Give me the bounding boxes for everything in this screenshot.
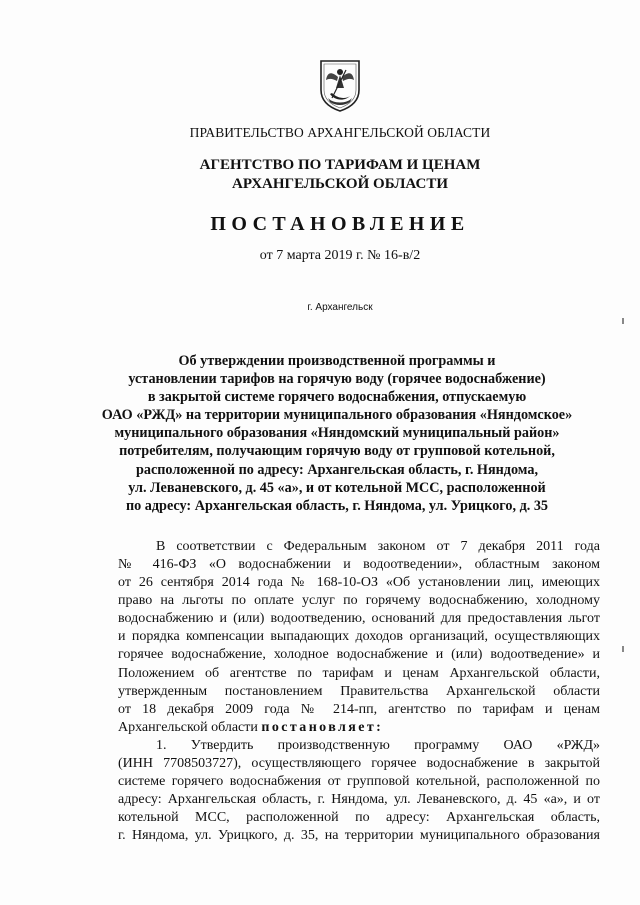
subject-line: ул. Леваневского, д. 45 «а», и от котельной МСС, расположенной <box>128 479 546 496</box>
body-line: от 26 сентября 2014 года № 168-10-ОЗ «Об установлении лиц, имеющих <box>118 575 600 591</box>
item-1-line: системе горячего водоснабжения от групповой котельной, расположенной по <box>118 774 600 790</box>
subject-line: муниципального образования «Няндомский муниципальный район» <box>114 425 560 442</box>
item-1-line: г. Няндома, ул. Урицкого, д. 35, на территории муниципального образования <box>118 828 600 844</box>
document-subject <box>72 352 602 515</box>
body-line: горячее водоснабжение, холодное водоснабжение и (или) водоотведение» и <box>118 647 600 663</box>
resolution-prefix: Архангельской области <box>118 719 262 735</box>
body-line: утвержденным постановлением Правительства Архангельской области <box>118 683 600 699</box>
coat-of-arms-emblem <box>318 58 362 112</box>
body-line: от 18 декабря 2009 года № 214-пп, агентство по тарифам и ценам <box>118 701 600 717</box>
scan-margin-mark <box>622 646 624 652</box>
subject-line: расположенной по адресу: Архангельская область, г. Няндома, <box>135 461 539 478</box>
government-name: ПРАВИТЕЛЬСТВО АРХАНГЕЛЬСКОЙ ОБЛАСТИ <box>189 125 491 140</box>
document-type-title: ПОСТАНОВЛЕНИЕ <box>210 213 470 235</box>
body-line: право на льготы по оплате услуг по горячему водоснабжению, холодному <box>118 593 600 609</box>
item-1-line: (ИНН 7708503727), осуществляющего горячее водоснабжение в закрытой <box>118 756 600 772</box>
item-1-line: котельной МСС, расположенной по адресу: Архангельская область, <box>118 810 600 826</box>
body-line: В соответствии с Федеральным законом от 7 декабря 2011 года <box>156 539 600 554</box>
subject-line: установлении тарифов на горячую воду (горячее водоснабжение) <box>128 371 546 388</box>
resolution-keyword: постановляет: <box>261 719 384 735</box>
item-1-line: 1. Утвердить производственную программу ОАО «РЖД» <box>156 737 600 753</box>
body-line: № 416-ФЗ «О водоснабжении и водоотведении», областным законом <box>118 557 600 572</box>
scan-margin-mark <box>622 318 624 324</box>
document-body <box>118 538 600 556</box>
document-date-number: от 7 марта 2019 г. № 16-в/2 <box>259 248 421 263</box>
document-body-main <box>118 556 600 846</box>
item-1-line: адресу: Архангельская область, г. Няндома, ул. Леваневского, д. 45 «а», и от <box>118 792 600 808</box>
agency-name-line-2: АРХАНГЕЛЬСКОЙ ОБЛАСТИ <box>232 176 448 192</box>
subject-line: ОАО «РЖД» на территории муниципального образования «Няндомское» <box>101 407 573 424</box>
subject-line: потребителям, получающим горячую воду от групповой котельной, <box>119 443 555 460</box>
agency-name <box>90 156 590 194</box>
body-line: Положением об агентстве по тарифам и ценам Архангельской области, <box>118 665 600 681</box>
agency-name-line-1: АГЕНТСТВО ПО ТАРИФАМ И ЦЕНАМ <box>199 157 481 173</box>
document-city: г. Архангельск <box>307 302 373 313</box>
body-line-resolution <box>118 719 600 737</box>
subject-line: в закрытой системе горячего водоснабжения, отпускаемую <box>147 389 527 406</box>
body-line: водоснабжению и (или) водоотведению, оснований для предоставления льгот <box>118 611 600 627</box>
subject-line: Об утверждении производственной программы и <box>178 353 496 369</box>
subject-line: по адресу: Архангельская область, г. Няндома, ул. Урицкого, д. 35 <box>125 497 549 514</box>
body-line: и порядка компенсации выпадающих доходов организаций, осуществляющих <box>118 629 600 645</box>
